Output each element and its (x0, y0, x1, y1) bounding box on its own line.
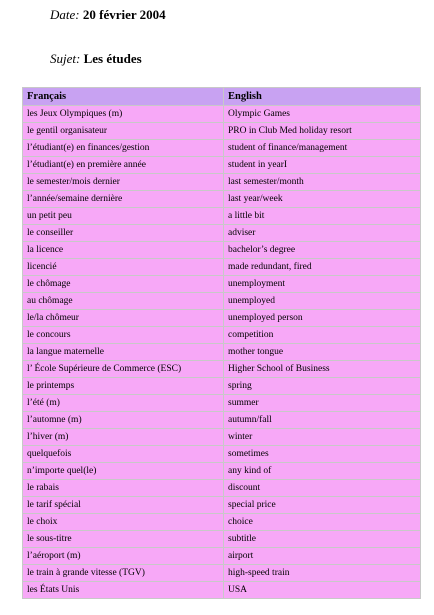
cell-english-term: high-speed train (224, 565, 421, 582)
table-row (23, 208, 421, 225)
cell-french-term: le concours (23, 327, 224, 344)
table-row (23, 310, 421, 327)
cell-english-term: choice (224, 514, 421, 531)
cell-english-term: summer (224, 395, 421, 412)
cell-english-term: competition (224, 327, 421, 344)
header-row (23, 88, 421, 106)
vocabulary-table (22, 87, 421, 599)
subject-line (50, 51, 142, 67)
cell-english-term: student of finance/management (224, 140, 421, 157)
table-row (23, 395, 421, 412)
table-row (23, 514, 421, 531)
table-row (23, 344, 421, 361)
cell-french-term: le sous-titre (23, 531, 224, 548)
table-row (23, 327, 421, 344)
table-row (23, 276, 421, 293)
date-value: 20 février 2004 (82, 7, 166, 22)
cell-english-term: PRO in Club Med holiday resort (224, 123, 421, 140)
cell-french-term: le conseiller (23, 225, 224, 242)
cell-english-term: last semester/month (224, 174, 421, 191)
cell-french-term: le chômage (23, 276, 224, 293)
table-row (23, 565, 421, 582)
cell-french-term: un petit peu (23, 208, 224, 225)
cell-english-term: sometimes (224, 446, 421, 463)
cell-english-term: student in yearI (224, 157, 421, 174)
cell-french-term: les États Unis (23, 582, 224, 599)
table-row (23, 191, 421, 208)
cell-english-term: unemployed person (224, 310, 421, 327)
table-row (23, 106, 421, 123)
cell-french-term: l’ École Supérieure de Commerce (ESC) (23, 361, 224, 378)
column-header-english: English (224, 88, 421, 106)
cell-english-term: last year/week (224, 191, 421, 208)
column-header-francais: Français (23, 88, 224, 106)
cell-english-term: autumn/fall (224, 412, 421, 429)
cell-french-term: l’année/semaine dernière (23, 191, 224, 208)
table-row (23, 412, 421, 429)
cell-french-term: le rabais (23, 480, 224, 497)
cell-english-term: spring (224, 378, 421, 395)
cell-english-term: Higher School of Business (224, 361, 421, 378)
cell-english-term: subtitle (224, 531, 421, 548)
table-row (23, 429, 421, 446)
table-row (23, 548, 421, 565)
cell-english-term: discount (224, 480, 421, 497)
cell-french-term: l’étudiant(e) en finances/gestion (23, 140, 224, 157)
table-row (23, 361, 421, 378)
cell-english-term: Olympic Games (224, 106, 421, 123)
cell-french-term: la licence (23, 242, 224, 259)
table-row (23, 480, 421, 497)
cell-french-term: l’été (m) (23, 395, 224, 412)
cell-english-term: adviser (224, 225, 421, 242)
cell-french-term: les Jeux Olympiques (m) (23, 106, 224, 123)
vocabulary-table-body (23, 106, 421, 599)
table-row (23, 123, 421, 140)
cell-french-term: quelquefois (23, 446, 224, 463)
vocabulary-table-header (23, 88, 421, 106)
cell-french-term: l’hiver (m) (23, 429, 224, 446)
cell-english-term: unemployment (224, 276, 421, 293)
subject-label: Sujet: (50, 51, 81, 66)
cell-french-term: l’automne (m) (23, 412, 224, 429)
cell-french-term: l’étudiant(e) en première année (23, 157, 224, 174)
cell-english-term: a little bit (224, 208, 421, 225)
cell-french-term: le train à grande vitesse (TGV) (23, 565, 224, 582)
table-row (23, 259, 421, 276)
cell-english-term: airport (224, 548, 421, 565)
subject-value: Les études (83, 51, 142, 66)
cell-english-term: mother tongue (224, 344, 421, 361)
cell-english-term: USA (224, 582, 421, 599)
cell-french-term: l’aéroport (m) (23, 548, 224, 565)
table-row (23, 174, 421, 191)
cell-french-term: la langue maternelle (23, 344, 224, 361)
table-row (23, 140, 421, 157)
table-row (23, 242, 421, 259)
cell-english-term: made redundant, fired (224, 259, 421, 276)
cell-french-term: licencié (23, 259, 224, 276)
cell-french-term: au chômage (23, 293, 224, 310)
cell-french-term: le tarif spécial (23, 497, 224, 514)
cell-english-term: unemployed (224, 293, 421, 310)
cell-french-term: n’importe quel(le) (23, 463, 224, 480)
cell-french-term: le gentil organisateur (23, 123, 224, 140)
date-label: Date: (50, 7, 80, 22)
cell-french-term: le semester/mois dernier (23, 174, 224, 191)
cell-english-term: bachelor’s degree (224, 242, 421, 259)
date-line (50, 7, 166, 23)
table-row (23, 293, 421, 310)
cell-french-term: le choix (23, 514, 224, 531)
table-row (23, 582, 421, 599)
table-row (23, 157, 421, 174)
table-row (23, 378, 421, 395)
cell-french-term: le printemps (23, 378, 224, 395)
table-row (23, 531, 421, 548)
cell-english-term: any kind of (224, 463, 421, 480)
table-row (23, 497, 421, 514)
cell-english-term: special price (224, 497, 421, 514)
table-row (23, 446, 421, 463)
table-row (23, 225, 421, 242)
cell-french-term: le/la chômeur (23, 310, 224, 327)
cell-english-term: winter (224, 429, 421, 446)
table-row (23, 463, 421, 480)
